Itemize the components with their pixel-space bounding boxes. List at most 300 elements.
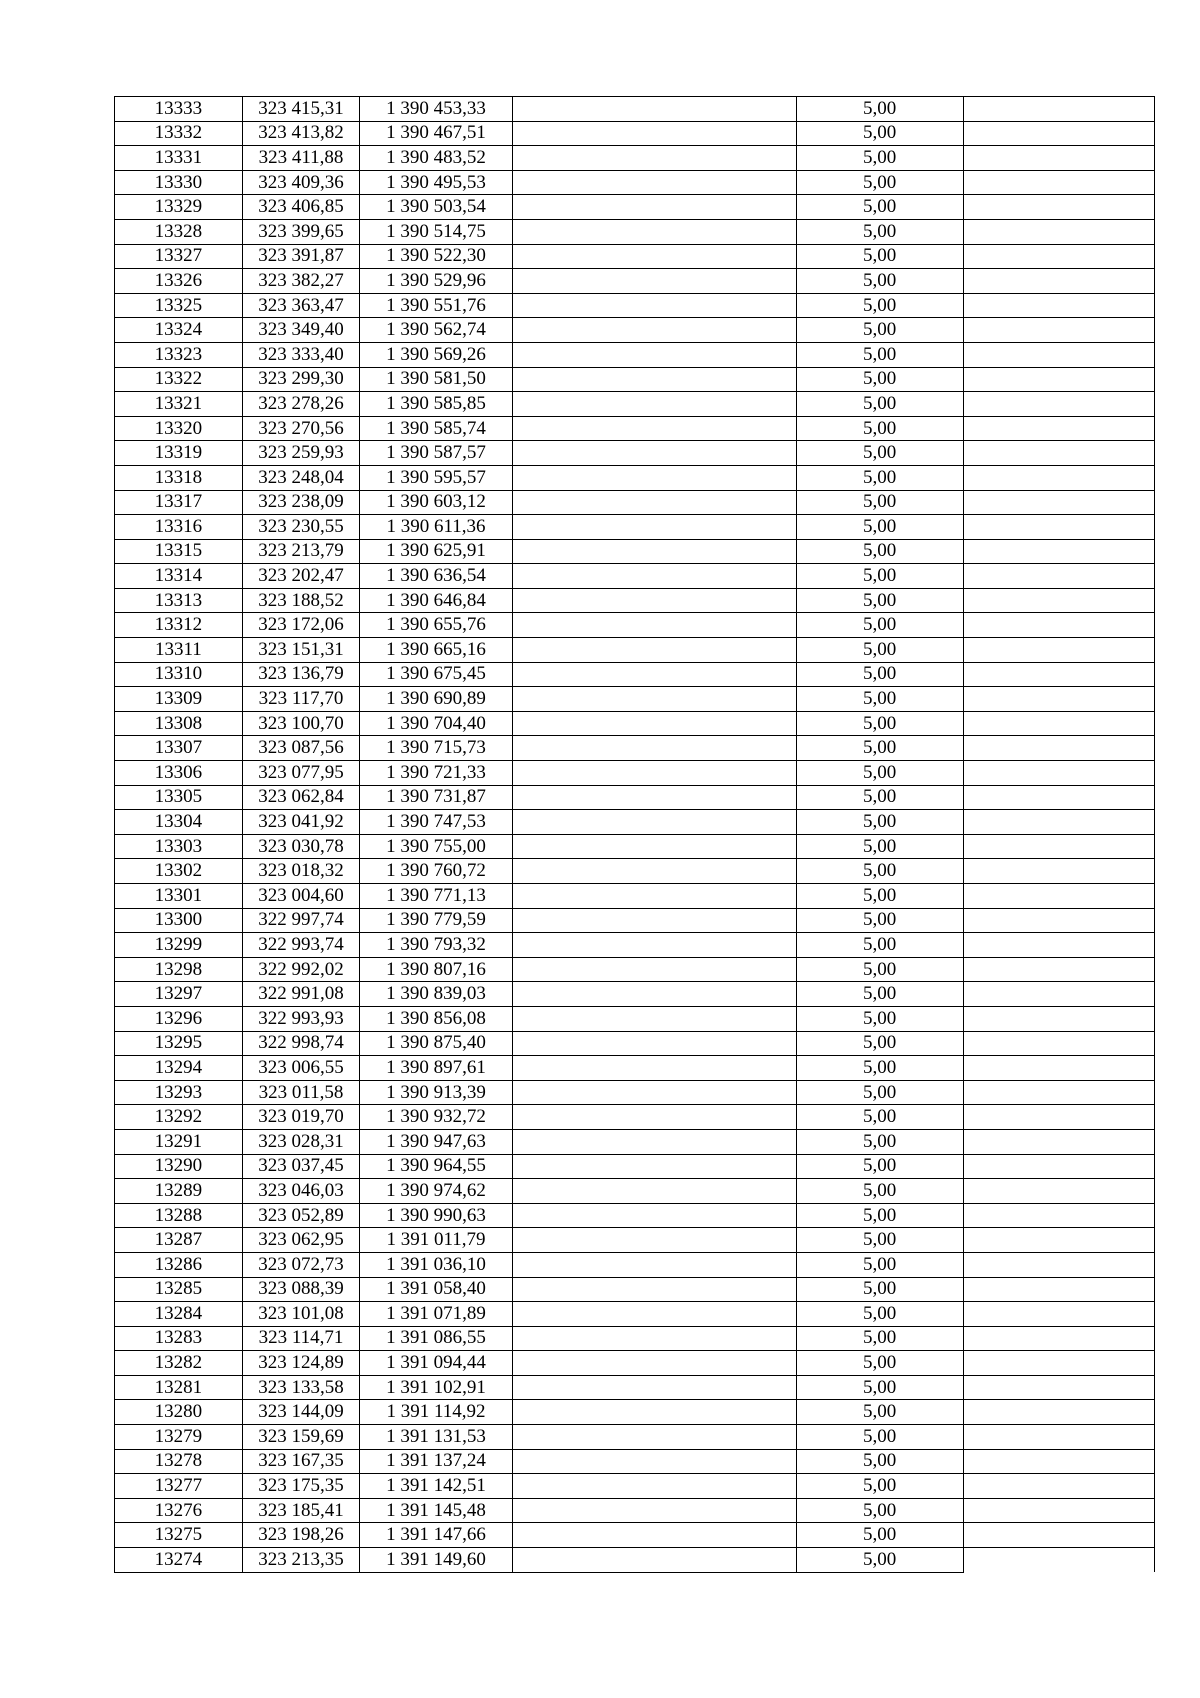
point-number-cell: 13303 <box>115 834 243 859</box>
point-number-cell: 13318 <box>115 465 243 490</box>
blank-column-cell <box>963 1154 1154 1179</box>
y-coordinate-cell: 1 390 562,74 <box>360 318 513 343</box>
empty-cell <box>512 441 796 466</box>
blank-column-cell <box>963 1326 1154 1351</box>
empty-cell <box>512 736 796 761</box>
table-row <box>115 1326 1155 1351</box>
distance-cell: 5,00 <box>796 957 963 982</box>
empty-cell <box>512 785 796 810</box>
x-coordinate-cell: 322 993,93 <box>242 1006 359 1031</box>
empty-cell <box>512 269 796 294</box>
point-number-cell: 13307 <box>115 736 243 761</box>
x-coordinate-cell: 323 399,65 <box>242 219 359 244</box>
y-coordinate-cell: 1 390 779,59 <box>360 908 513 933</box>
blank-column-cell <box>963 1425 1154 1450</box>
empty-cell <box>512 342 796 367</box>
point-number-cell: 13328 <box>115 219 243 244</box>
table-row <box>115 539 1155 564</box>
y-coordinate-cell: 1 391 036,10 <box>360 1252 513 1277</box>
blank-column-cell <box>963 1080 1154 1105</box>
blank-column-cell <box>963 1277 1154 1302</box>
x-coordinate-cell: 323 259,93 <box>242 441 359 466</box>
point-number-cell: 13278 <box>115 1449 243 1474</box>
distance-cell: 5,00 <box>796 97 963 122</box>
y-coordinate-cell: 1 390 585,85 <box>360 392 513 417</box>
empty-cell <box>512 539 796 564</box>
distance-cell: 5,00 <box>796 1523 963 1548</box>
point-number-cell: 13275 <box>115 1523 243 1548</box>
empty-cell <box>512 1375 796 1400</box>
distance-cell: 5,00 <box>796 392 963 417</box>
x-coordinate-cell: 323 028,31 <box>242 1129 359 1154</box>
coordinate-table <box>114 96 1155 1573</box>
blank-column-cell <box>963 1228 1154 1253</box>
table-row <box>115 1031 1155 1056</box>
x-coordinate-cell: 323 391,87 <box>242 244 359 269</box>
blank-column-cell <box>963 785 1154 810</box>
table-row <box>115 908 1155 933</box>
distance-cell: 5,00 <box>796 662 963 687</box>
empty-cell <box>512 1031 796 1056</box>
distance-cell: 5,00 <box>796 982 963 1007</box>
x-coordinate-cell: 323 409,36 <box>242 170 359 195</box>
empty-cell <box>512 711 796 736</box>
distance-cell: 5,00 <box>796 1277 963 1302</box>
y-coordinate-cell: 1 390 747,53 <box>360 810 513 835</box>
table-row <box>115 1006 1155 1031</box>
x-coordinate-cell: 323 278,26 <box>242 392 359 417</box>
table-row <box>115 269 1155 294</box>
y-coordinate-cell: 1 390 690,89 <box>360 687 513 712</box>
table-row <box>115 1375 1155 1400</box>
y-coordinate-cell: 1 390 675,45 <box>360 662 513 687</box>
point-number-cell: 13281 <box>115 1375 243 1400</box>
y-coordinate-cell: 1 391 145,48 <box>360 1498 513 1523</box>
empty-cell <box>512 1449 796 1474</box>
blank-column-cell <box>963 1203 1154 1228</box>
point-number-cell: 13285 <box>115 1277 243 1302</box>
y-coordinate-cell: 1 390 974,62 <box>360 1179 513 1204</box>
empty-cell <box>512 859 796 884</box>
x-coordinate-cell: 323 349,40 <box>242 318 359 343</box>
table-row <box>115 1056 1155 1081</box>
x-coordinate-cell: 322 991,08 <box>242 982 359 1007</box>
blank-column-cell <box>963 1056 1154 1081</box>
blank-column-cell <box>963 613 1154 638</box>
blank-column-cell <box>963 1105 1154 1130</box>
empty-cell <box>512 146 796 171</box>
blank-column-cell <box>963 1006 1154 1031</box>
table-row <box>115 613 1155 638</box>
empty-cell <box>512 588 796 613</box>
table-row <box>115 195 1155 220</box>
blank-column-cell <box>963 416 1154 441</box>
distance-cell: 5,00 <box>796 1105 963 1130</box>
point-number-cell: 13284 <box>115 1302 243 1327</box>
point-number-cell: 13316 <box>115 515 243 540</box>
empty-cell <box>512 638 796 663</box>
blank-column-cell <box>963 1351 1154 1376</box>
y-coordinate-cell: 1 390 503,54 <box>360 195 513 220</box>
table-row <box>115 834 1155 859</box>
x-coordinate-cell: 322 992,02 <box>242 957 359 982</box>
blank-column-cell <box>963 465 1154 490</box>
blank-column-cell <box>963 195 1154 220</box>
distance-cell: 5,00 <box>796 687 963 712</box>
y-coordinate-cell: 1 390 704,40 <box>360 711 513 736</box>
point-number-cell: 13308 <box>115 711 243 736</box>
x-coordinate-cell: 323 299,30 <box>242 367 359 392</box>
y-coordinate-cell: 1 390 514,75 <box>360 219 513 244</box>
point-number-cell: 13297 <box>115 982 243 1007</box>
x-coordinate-cell: 323 382,27 <box>242 269 359 294</box>
table-row <box>115 244 1155 269</box>
empty-cell <box>512 293 796 318</box>
x-coordinate-cell: 323 188,52 <box>242 588 359 613</box>
y-coordinate-cell: 1 390 715,73 <box>360 736 513 761</box>
distance-cell: 5,00 <box>796 564 963 589</box>
y-coordinate-cell: 1 390 585,74 <box>360 416 513 441</box>
x-coordinate-cell: 323 124,89 <box>242 1351 359 1376</box>
y-coordinate-cell: 1 390 569,26 <box>360 342 513 367</box>
blank-column-cell <box>963 342 1154 367</box>
point-number-cell: 13304 <box>115 810 243 835</box>
empty-cell <box>512 1302 796 1327</box>
blank-column-cell <box>963 244 1154 269</box>
point-number-cell: 13332 <box>115 121 243 146</box>
point-number-cell: 13324 <box>115 318 243 343</box>
x-coordinate-cell: 323 046,03 <box>242 1179 359 1204</box>
y-coordinate-cell: 1 390 655,76 <box>360 613 513 638</box>
x-coordinate-cell: 323 101,08 <box>242 1302 359 1327</box>
table-row <box>115 638 1155 663</box>
distance-cell: 5,00 <box>796 1302 963 1327</box>
point-number-cell: 13319 <box>115 441 243 466</box>
point-number-cell: 13305 <box>115 785 243 810</box>
distance-cell: 5,00 <box>796 785 963 810</box>
blank-column-cell <box>963 293 1154 318</box>
table-row <box>115 859 1155 884</box>
blank-column-cell <box>963 1129 1154 1154</box>
empty-cell <box>512 170 796 195</box>
blank-column-cell <box>963 957 1154 982</box>
table-row <box>115 1548 1155 1573</box>
y-coordinate-cell: 1 390 646,84 <box>360 588 513 613</box>
y-coordinate-cell: 1 390 932,72 <box>360 1105 513 1130</box>
distance-cell: 5,00 <box>796 859 963 884</box>
table-row <box>115 367 1155 392</box>
y-coordinate-cell: 1 390 755,00 <box>360 834 513 859</box>
table-row <box>115 293 1155 318</box>
point-number-cell: 13310 <box>115 662 243 687</box>
x-coordinate-cell: 323 159,69 <box>242 1425 359 1450</box>
distance-cell: 5,00 <box>796 1326 963 1351</box>
y-coordinate-cell: 1 390 807,16 <box>360 957 513 982</box>
empty-cell <box>512 1154 796 1179</box>
distance-cell: 5,00 <box>796 1474 963 1499</box>
y-coordinate-cell: 1 390 483,52 <box>360 146 513 171</box>
x-coordinate-cell: 323 198,26 <box>242 1523 359 1548</box>
blank-column-cell <box>963 318 1154 343</box>
x-coordinate-cell: 323 011,58 <box>242 1080 359 1105</box>
y-coordinate-cell: 1 390 721,33 <box>360 761 513 786</box>
x-coordinate-cell: 323 062,95 <box>242 1228 359 1253</box>
x-coordinate-cell: 322 998,74 <box>242 1031 359 1056</box>
table-row <box>115 1252 1155 1277</box>
point-number-cell: 13293 <box>115 1080 243 1105</box>
blank-column-cell <box>963 711 1154 736</box>
table-row <box>115 1523 1155 1548</box>
table-row <box>115 810 1155 835</box>
y-coordinate-cell: 1 390 636,54 <box>360 564 513 589</box>
blank-column-cell <box>963 638 1154 663</box>
x-coordinate-cell: 323 363,47 <box>242 293 359 318</box>
y-coordinate-cell: 1 390 522,30 <box>360 244 513 269</box>
point-number-cell: 13279 <box>115 1425 243 1450</box>
blank-column-cell <box>963 490 1154 515</box>
point-number-cell: 13306 <box>115 761 243 786</box>
table-row <box>115 1425 1155 1450</box>
table-row <box>115 957 1155 982</box>
empty-cell <box>512 1056 796 1081</box>
y-coordinate-cell: 1 390 611,36 <box>360 515 513 540</box>
table-row <box>115 564 1155 589</box>
point-number-cell: 13317 <box>115 490 243 515</box>
empty-cell <box>512 1228 796 1253</box>
table-row <box>115 736 1155 761</box>
point-number-cell: 13287 <box>115 1228 243 1253</box>
blank-column-cell <box>963 982 1154 1007</box>
y-coordinate-cell: 1 391 094,44 <box>360 1351 513 1376</box>
distance-cell: 5,00 <box>796 342 963 367</box>
blank-column-cell <box>963 539 1154 564</box>
y-coordinate-cell: 1 390 856,08 <box>360 1006 513 1031</box>
empty-cell <box>512 957 796 982</box>
distance-cell: 5,00 <box>796 1179 963 1204</box>
empty-cell <box>512 687 796 712</box>
point-number-cell: 13329 <box>115 195 243 220</box>
table-row <box>115 392 1155 417</box>
blank-column-cell <box>963 1449 1154 1474</box>
distance-cell: 5,00 <box>796 515 963 540</box>
empty-cell <box>512 1179 796 1204</box>
distance-cell: 5,00 <box>796 367 963 392</box>
distance-cell: 5,00 <box>796 1080 963 1105</box>
distance-cell: 5,00 <box>796 1252 963 1277</box>
x-coordinate-cell: 323 087,56 <box>242 736 359 761</box>
y-coordinate-cell: 1 390 453,33 <box>360 97 513 122</box>
x-coordinate-cell: 323 230,55 <box>242 515 359 540</box>
x-coordinate-cell: 323 151,31 <box>242 638 359 663</box>
table-row <box>115 1302 1155 1327</box>
blank-column-cell <box>963 736 1154 761</box>
y-coordinate-cell: 1 390 913,39 <box>360 1080 513 1105</box>
y-coordinate-cell: 1 390 990,63 <box>360 1203 513 1228</box>
point-number-cell: 13312 <box>115 613 243 638</box>
x-coordinate-cell: 323 062,84 <box>242 785 359 810</box>
point-number-cell: 13292 <box>115 1105 243 1130</box>
point-number-cell: 13299 <box>115 933 243 958</box>
point-number-cell: 13296 <box>115 1006 243 1031</box>
blank-column-cell <box>963 1252 1154 1277</box>
blank-column-cell <box>963 219 1154 244</box>
blank-column-cell <box>963 884 1154 909</box>
table-row <box>115 97 1155 122</box>
table-row <box>115 416 1155 441</box>
empty-cell <box>512 1252 796 1277</box>
distance-cell: 5,00 <box>796 1375 963 1400</box>
coordinate-sheet <box>114 96 1155 1573</box>
y-coordinate-cell: 1 391 086,55 <box>360 1326 513 1351</box>
point-number-cell: 13294 <box>115 1056 243 1081</box>
empty-cell <box>512 1548 796 1573</box>
empty-cell <box>512 564 796 589</box>
blank-column-cell <box>963 121 1154 146</box>
y-coordinate-cell: 1 390 625,91 <box>360 539 513 564</box>
empty-cell <box>512 908 796 933</box>
distance-cell: 5,00 <box>796 736 963 761</box>
table-row <box>115 170 1155 195</box>
point-number-cell: 13282 <box>115 1351 243 1376</box>
table-row <box>115 933 1155 958</box>
table-row <box>115 342 1155 367</box>
distance-cell: 5,00 <box>796 1498 963 1523</box>
blank-column-cell <box>963 1179 1154 1204</box>
empty-cell <box>512 810 796 835</box>
y-coordinate-cell: 1 391 011,79 <box>360 1228 513 1253</box>
distance-cell: 5,00 <box>796 318 963 343</box>
y-coordinate-cell: 1 390 587,57 <box>360 441 513 466</box>
x-coordinate-cell: 323 018,32 <box>242 859 359 884</box>
point-number-cell: 13289 <box>115 1179 243 1204</box>
blank-column-cell <box>963 588 1154 613</box>
x-coordinate-cell: 323 004,60 <box>242 884 359 909</box>
blank-column-cell <box>963 834 1154 859</box>
x-coordinate-cell: 323 100,70 <box>242 711 359 736</box>
blank-column-cell <box>963 515 1154 540</box>
x-coordinate-cell: 323 185,41 <box>242 1498 359 1523</box>
distance-cell: 5,00 <box>796 441 963 466</box>
empty-cell <box>512 1400 796 1425</box>
point-number-cell: 13331 <box>115 146 243 171</box>
blank-column-cell <box>963 1523 1154 1548</box>
blank-column-cell <box>963 441 1154 466</box>
empty-cell <box>512 318 796 343</box>
x-coordinate-cell: 323 248,04 <box>242 465 359 490</box>
empty-cell <box>512 834 796 859</box>
point-number-cell: 13283 <box>115 1326 243 1351</box>
distance-cell: 5,00 <box>796 1031 963 1056</box>
point-number-cell: 13300 <box>115 908 243 933</box>
blank-column-cell <box>963 367 1154 392</box>
table-row <box>115 711 1155 736</box>
x-coordinate-cell: 322 993,74 <box>242 933 359 958</box>
blank-column-cell <box>963 933 1154 958</box>
distance-cell: 5,00 <box>796 195 963 220</box>
distance-cell: 5,00 <box>796 1425 963 1450</box>
point-number-cell: 13323 <box>115 342 243 367</box>
blank-column-cell <box>963 1302 1154 1327</box>
y-coordinate-cell: 1 391 142,51 <box>360 1474 513 1499</box>
distance-cell: 5,00 <box>796 1228 963 1253</box>
point-number-cell: 13313 <box>115 588 243 613</box>
y-coordinate-cell: 1 390 581,50 <box>360 367 513 392</box>
empty-cell <box>512 244 796 269</box>
empty-cell <box>512 1326 796 1351</box>
empty-cell <box>512 97 796 122</box>
distance-cell: 5,00 <box>796 613 963 638</box>
empty-cell <box>512 1474 796 1499</box>
blank-column-cell <box>963 687 1154 712</box>
empty-cell <box>512 1105 796 1130</box>
x-coordinate-cell: 323 167,35 <box>242 1449 359 1474</box>
table-row <box>115 146 1155 171</box>
coordinate-table-body <box>115 97 1155 1573</box>
x-coordinate-cell: 323 213,35 <box>242 1548 359 1573</box>
blank-column-cell <box>963 908 1154 933</box>
table-row <box>115 121 1155 146</box>
empty-cell <box>512 416 796 441</box>
distance-cell: 5,00 <box>796 1351 963 1376</box>
empty-cell <box>512 1523 796 1548</box>
point-number-cell: 13302 <box>115 859 243 884</box>
x-coordinate-cell: 323 052,89 <box>242 1203 359 1228</box>
table-row <box>115 490 1155 515</box>
x-coordinate-cell: 323 270,56 <box>242 416 359 441</box>
empty-cell <box>512 1277 796 1302</box>
blank-column-cell <box>963 810 1154 835</box>
x-coordinate-cell: 323 144,09 <box>242 1400 359 1425</box>
x-coordinate-cell: 323 415,31 <box>242 97 359 122</box>
empty-cell <box>512 490 796 515</box>
x-coordinate-cell: 323 114,71 <box>242 1326 359 1351</box>
distance-cell: 5,00 <box>796 908 963 933</box>
blank-column-cell <box>963 1400 1154 1425</box>
x-coordinate-cell: 323 136,79 <box>242 662 359 687</box>
blank-column-cell <box>963 1375 1154 1400</box>
point-number-cell: 13291 <box>115 1129 243 1154</box>
y-coordinate-cell: 1 390 793,32 <box>360 933 513 958</box>
distance-cell: 5,00 <box>796 810 963 835</box>
distance-cell: 5,00 <box>796 1400 963 1425</box>
point-number-cell: 13288 <box>115 1203 243 1228</box>
blank-column-cell <box>963 761 1154 786</box>
blank-column-cell <box>963 1498 1154 1523</box>
x-coordinate-cell: 323 238,09 <box>242 490 359 515</box>
table-row <box>115 687 1155 712</box>
blank-column-cell <box>963 97 1154 122</box>
point-number-cell: 13315 <box>115 539 243 564</box>
table-row <box>115 1449 1155 1474</box>
table-row <box>115 761 1155 786</box>
table-row <box>115 1080 1155 1105</box>
x-coordinate-cell: 323 088,39 <box>242 1277 359 1302</box>
distance-cell: 5,00 <box>796 244 963 269</box>
y-coordinate-cell: 1 391 137,24 <box>360 1449 513 1474</box>
blank-column-cell <box>963 1548 1154 1573</box>
y-coordinate-cell: 1 391 131,53 <box>360 1425 513 1450</box>
empty-cell <box>512 761 796 786</box>
point-number-cell: 13295 <box>115 1031 243 1056</box>
point-number-cell: 13311 <box>115 638 243 663</box>
y-coordinate-cell: 1 390 551,76 <box>360 293 513 318</box>
distance-cell: 5,00 <box>796 219 963 244</box>
y-coordinate-cell: 1 391 149,60 <box>360 1548 513 1573</box>
empty-cell <box>512 662 796 687</box>
x-coordinate-cell: 323 202,47 <box>242 564 359 589</box>
empty-cell <box>512 1425 796 1450</box>
y-coordinate-cell: 1 390 495,53 <box>360 170 513 195</box>
